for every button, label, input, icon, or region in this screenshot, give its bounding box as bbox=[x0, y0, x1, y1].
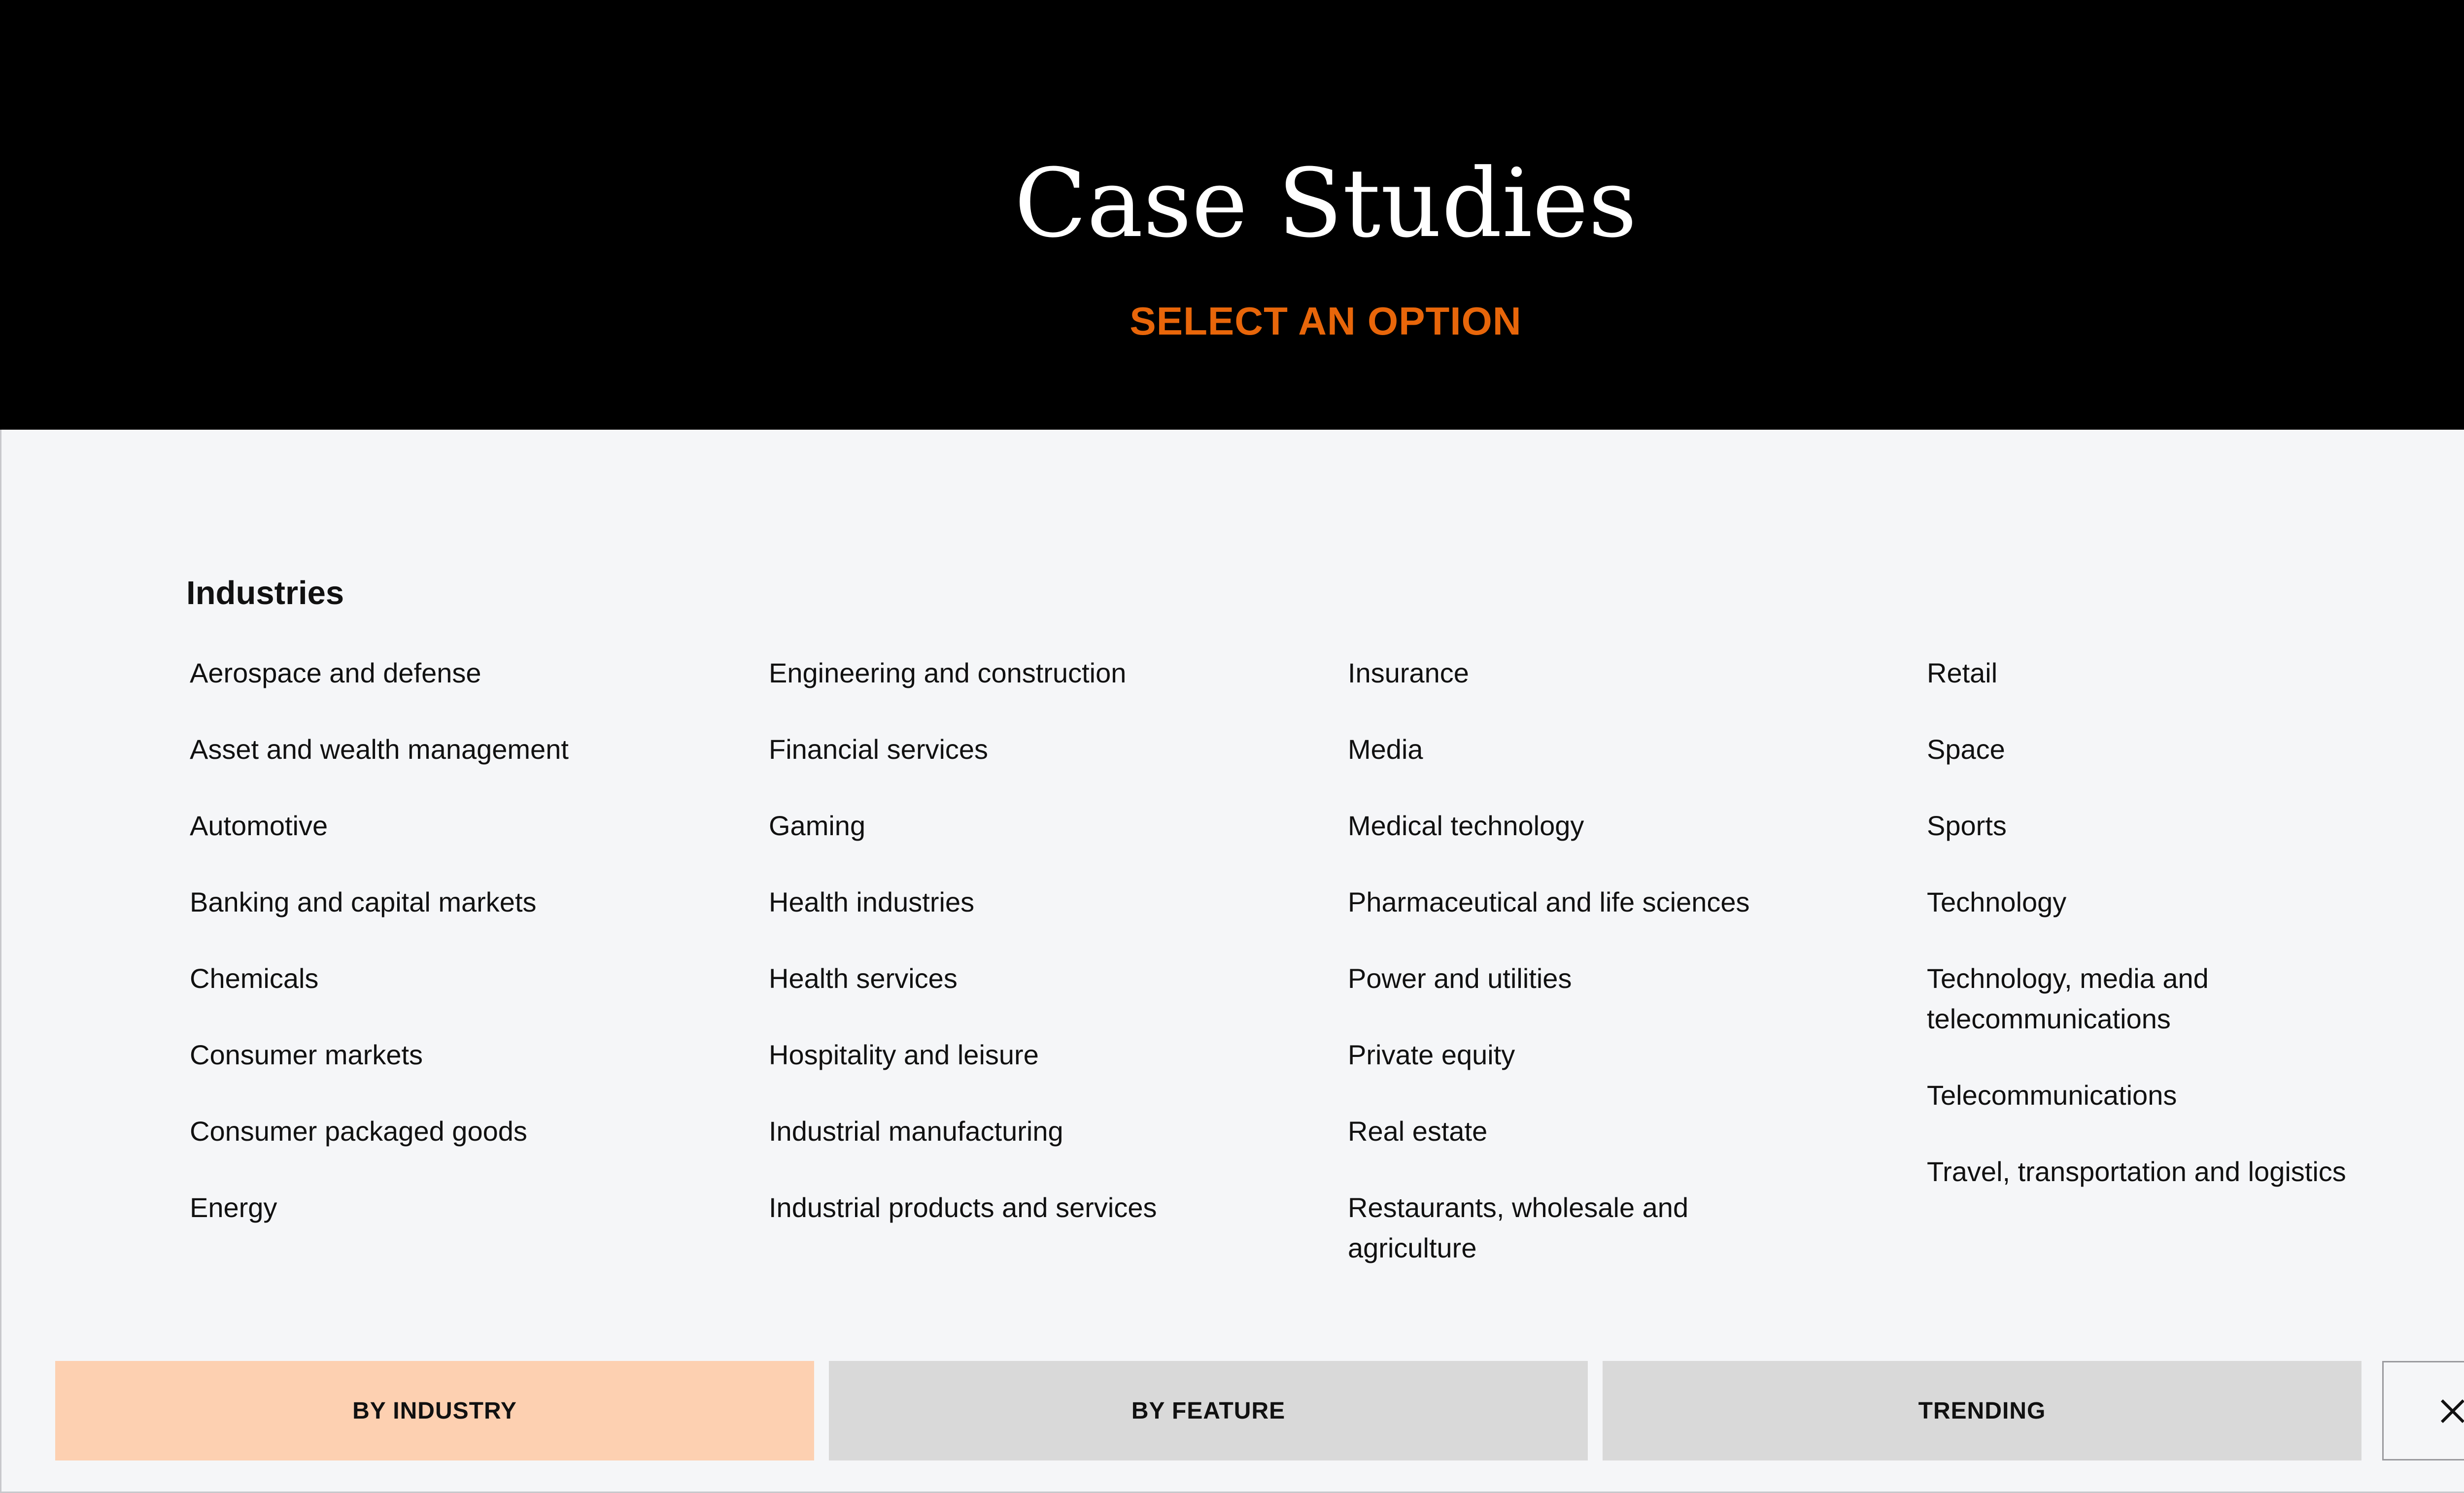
close-icon bbox=[2439, 1398, 2464, 1424]
industry-link[interactable]: Space bbox=[1927, 734, 2005, 765]
industry-link[interactable]: Real estate bbox=[1348, 1116, 1488, 1147]
industry-link[interactable]: Aerospace and defense bbox=[190, 657, 481, 688]
industry-link[interactable]: Restaurants, wholesale and agriculture bbox=[1348, 1192, 1689, 1263]
industry-link[interactable]: Health industries bbox=[769, 886, 975, 917]
industry-link[interactable]: Consumer packaged goods bbox=[190, 1116, 527, 1147]
tab-by-feature[interactable]: BY FEATURE bbox=[829, 1361, 1588, 1460]
industry-link[interactable]: Chemicals bbox=[190, 963, 319, 994]
tab-by-industry[interactable]: BY INDUSTRY bbox=[55, 1361, 814, 1460]
industry-link[interactable]: Travel, transportation and logistics bbox=[1927, 1156, 2346, 1187]
industry-link[interactable]: Insurance bbox=[1348, 657, 1469, 688]
industry-link[interactable]: Telecommunications bbox=[1927, 1080, 2177, 1111]
industry-link[interactable]: Media bbox=[1348, 734, 1423, 765]
industry-link[interactable]: Asset and wealth management bbox=[190, 734, 569, 765]
industry-link[interactable]: Industrial manufacturing bbox=[769, 1116, 1063, 1147]
hero-banner bbox=[0, 0, 2464, 430]
industry-link[interactable]: Pharmaceutical and life sciences bbox=[1348, 886, 1750, 917]
industry-link[interactable]: Medical technology bbox=[1348, 810, 1584, 841]
industry-link[interactable]: Automotive bbox=[190, 810, 328, 841]
industries-heading: Industries bbox=[186, 575, 344, 611]
industry-link[interactable]: Private equity bbox=[1348, 1039, 1515, 1070]
industry-link[interactable]: Gaming bbox=[769, 810, 866, 841]
page-title: Case Studies bbox=[1014, 149, 1637, 259]
industries-column-1 bbox=[190, 653, 769, 1304]
industry-link[interactable]: Technology, media and telecommunications bbox=[1927, 963, 2209, 1034]
industry-link[interactable]: Energy bbox=[190, 1192, 277, 1223]
industry-link[interactable]: Engineering and construction bbox=[769, 657, 1127, 688]
industry-link[interactable]: Hospitality and leisure bbox=[769, 1039, 1039, 1070]
industry-link[interactable]: Sports bbox=[1927, 810, 2007, 841]
page-subtitle: SELECT AN OPTION bbox=[1129, 299, 1522, 343]
industry-link[interactable]: Financial services bbox=[769, 734, 989, 765]
industry-link[interactable]: Consumer markets bbox=[190, 1039, 423, 1070]
industry-link[interactable]: Power and utilities bbox=[1348, 963, 1572, 994]
tab-trending[interactable]: TRENDING bbox=[1603, 1361, 2361, 1460]
industry-link[interactable]: Industrial products and services bbox=[769, 1192, 1157, 1223]
industry-link[interactable]: Retail bbox=[1927, 657, 1998, 688]
industries-column-4 bbox=[1927, 653, 2464, 1304]
industry-link[interactable]: Banking and capital markets bbox=[190, 886, 537, 917]
close-button[interactable] bbox=[2382, 1361, 2464, 1460]
industries-grid bbox=[190, 653, 2464, 1304]
industry-link[interactable]: Technology bbox=[1927, 886, 2067, 917]
industry-link[interactable]: Health services bbox=[769, 963, 958, 994]
industries-column-2 bbox=[769, 653, 1348, 1304]
industries-column-3 bbox=[1348, 653, 1927, 1304]
